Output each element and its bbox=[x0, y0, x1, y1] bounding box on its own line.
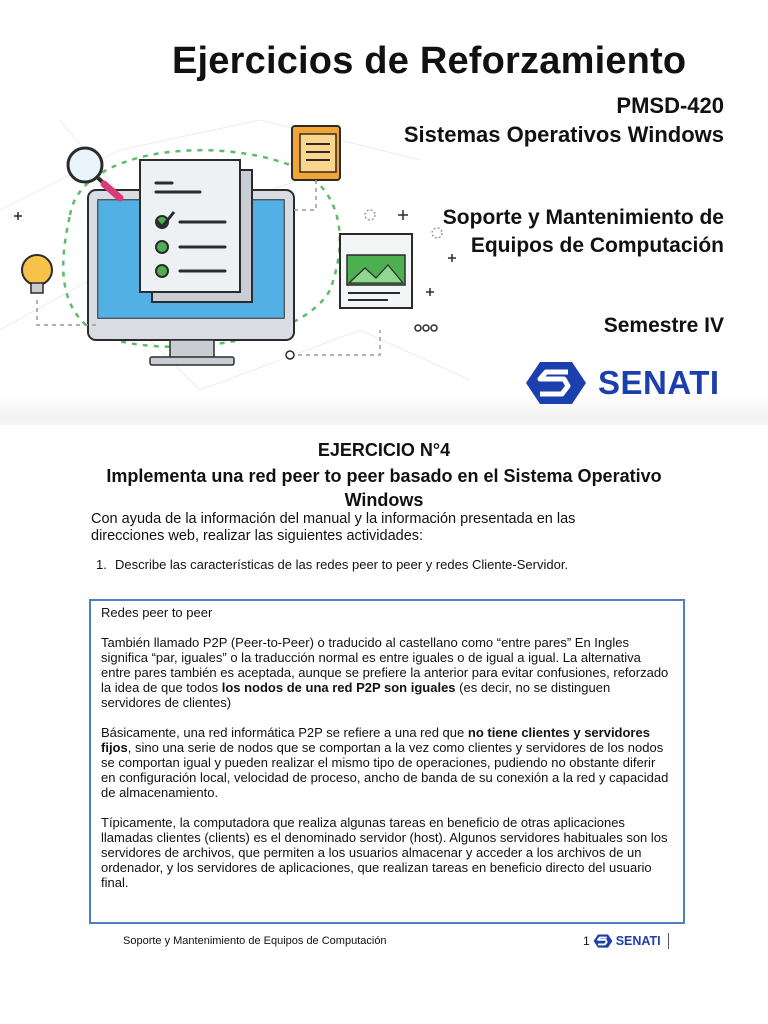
page-title: Ejercicios de Reforzamiento bbox=[172, 40, 687, 82]
answer-p2-bold: no tiene clientes y servidores fijos bbox=[101, 725, 650, 755]
list-item-text: Describe las características de las redes peer to peer y redes Cliente-Servidor. bbox=[115, 557, 569, 572]
career-name-line2: Equipos de Computación bbox=[470, 234, 724, 257]
semester-label: Semestre IV bbox=[603, 314, 724, 337]
exercise-number: EJERCICIO N°4 bbox=[317, 440, 451, 460]
answer-paragraph-2 bbox=[101, 725, 673, 800]
footer-text: Soporte y Mantenimiento de Equipos de Computación bbox=[123, 935, 387, 947]
course-name: Sistemas Operativos Windows bbox=[403, 122, 724, 147]
answer-heading: Redes peer to peer bbox=[101, 605, 213, 620]
course-code: PMSD-420 bbox=[616, 93, 724, 118]
senati-logo-text: SENATI bbox=[598, 364, 720, 401]
answer-p1-text-b: (es decir, no se distinguen servidores de clientes) bbox=[101, 680, 611, 710]
answer-p2-text-b: , sino una serie de nodos que se comportan a la vez como clientes y servidores de los nodos se comportan igual y pueden realizar el mismo tipo de operaciones, pudiendo no obstante diferir en configuración local, velocidad de proceso, ancho de banda de su conexión a la red y capacidad de almacenamiento. bbox=[101, 740, 669, 800]
answer-p1-bold: los nodos de una red P2P son iguales bbox=[221, 680, 456, 695]
list-item bbox=[96, 557, 568, 572]
answer-paragraph-1 bbox=[101, 635, 673, 710]
footer-logo-text: SENATI bbox=[615, 934, 661, 948]
exercise-instructions: Con ayuda de la información del manual y la información presentada en las direcciones web, realizar las siguientes actividades: bbox=[91, 511, 576, 544]
senati-logo bbox=[524, 356, 724, 410]
answer-paragraph-3: Típicamente, la computadora que realiza algunas tareas en beneficio de otras aplicaciones llamadas clientes (clients) es el denominado servidor (host). Algunos servidores habituales son los servidores de archivos, que permiten a los usuarios almacenar y acceder a los archivos de un ordenador, y los servidores de aplicaciones, que realizan tareas en beneficio directo del usuario final. bbox=[101, 815, 668, 890]
senati-emblem-icon bbox=[593, 933, 613, 949]
career-name-line1: Soporte y Mantenimiento de bbox=[442, 206, 724, 229]
exercise-title: Implementa una red peer to peer basado en el Sistema Operativo Windows bbox=[106, 466, 662, 510]
answer-p2-text-a: Básicamente, una red informática P2P se refiere a una red que bbox=[101, 725, 468, 740]
computer-checklist-illustration bbox=[0, 100, 470, 400]
footer-logo-area bbox=[583, 931, 669, 951]
senati-emblem-icon bbox=[524, 358, 588, 408]
answer-box bbox=[89, 599, 685, 924]
list-item-number: 1. bbox=[96, 557, 107, 572]
answer-p1-text-a: También llamado P2P (Peer-to-Peer) o traducido al castellano como “entre pares” En Ingles significa “par, iguales” o la traducción normal es entre iguales o de igual a igual. La alternativa entre pares también es aceptada, aunque se prefiere la anterior para evitar confusiones, reforzado la idea de que todos bbox=[101, 635, 669, 695]
page-number: 1 bbox=[583, 934, 590, 948]
cover-header bbox=[0, 0, 768, 425]
footer-divider bbox=[668, 933, 669, 949]
